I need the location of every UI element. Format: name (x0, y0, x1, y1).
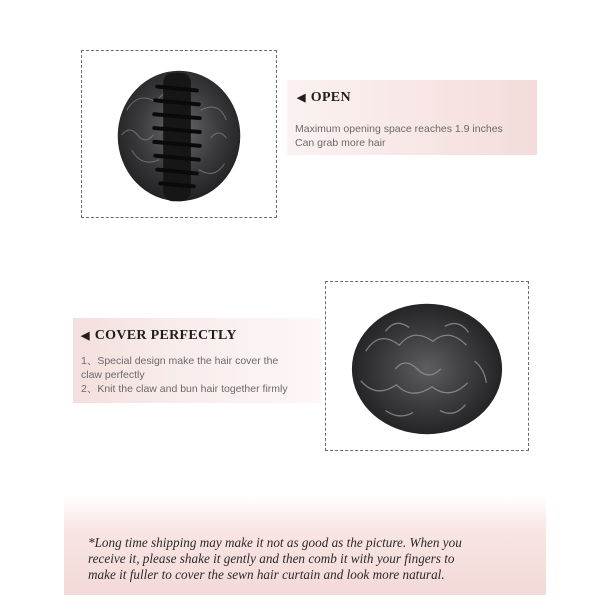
notice-line-2: receive it, please shake it gently and then comb it with your fingers to (88, 551, 455, 566)
chevron-left-icon: ◀ (297, 92, 306, 104)
cover-heading: ◀ COVER PERFECTLY (81, 328, 237, 343)
open-description (295, 122, 535, 150)
notice-line-1: *Long time shipping may make it not as good as the picture. When you (88, 535, 462, 550)
product-image-messy-bun (325, 281, 529, 451)
open-line-2: Can grab more hair (295, 137, 386, 149)
notice-line-3: make it fuller to cover the sewn hair curtain and look more natural. (88, 567, 445, 582)
open-line-1: Maximum opening space reaches 1.9 inches (295, 123, 503, 135)
messy-bun-illustration (326, 282, 528, 450)
shipping-notice-text (88, 535, 528, 583)
open-heading: ◀ OPEN (297, 90, 351, 105)
hair-claw-illustration (82, 51, 276, 217)
product-image-claw-open (81, 50, 277, 218)
cover-line-1: 1、Special design make the hair cover the (81, 355, 279, 367)
cover-line-2: claw perfectly (81, 369, 145, 381)
cover-description (81, 354, 321, 396)
cover-line-3: 2、Knit the claw and bun hair together firmly (81, 383, 288, 395)
chevron-left-icon: ◀ (81, 330, 90, 342)
